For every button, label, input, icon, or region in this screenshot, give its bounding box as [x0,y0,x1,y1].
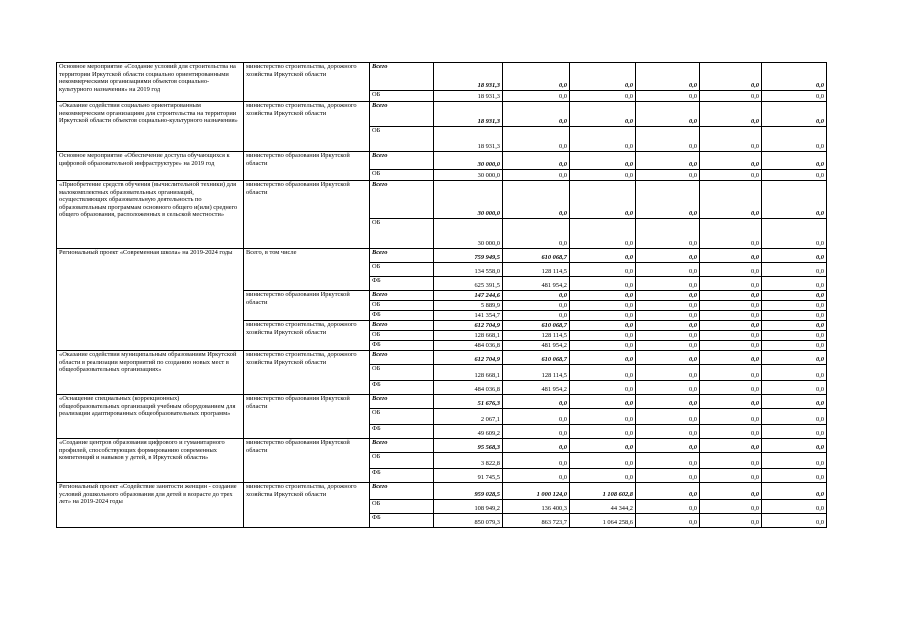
value-cell: 0,0 [762,102,827,127]
value-cell: 0,0 [636,331,700,341]
value-cell: 0,0 [762,351,827,365]
value-cell: 128 114,5 [503,365,570,381]
value-cell: 0,0 [503,409,570,425]
value-cell: 30 000,0 [434,181,503,219]
value-cell: 0,0 [636,409,700,425]
value-cell: 0,0 [636,469,700,483]
value-cell: 0,0 [570,219,636,249]
value-cell: 0,0 [570,409,636,425]
value-cell: 0,0 [762,321,827,331]
funding-source-cell: Всего [370,102,434,127]
value-cell: 0,0 [636,127,700,152]
value-cell: 0,0 [762,500,827,514]
value-cell: 2 067,1 [434,409,503,425]
funding-source-cell: Всего [370,181,434,219]
value-cell: 0,0 [700,395,762,409]
value-cell: 0,0 [570,395,636,409]
value-cell: 0,0 [762,395,827,409]
event-name-cell: «Оказание содействия муниципальным образованиям Иркутской области в реализации мероприятий по созданию новых мест в общеобразовательных организациях» [57,351,244,395]
value-cell: 0,0 [570,102,636,127]
value-cell: 0,0 [762,365,827,381]
value-cell: 0,0 [636,341,700,351]
value-cell: 0,0 [700,102,762,127]
table-row [57,395,827,409]
value-cell: 0,0 [762,127,827,152]
event-name-cell: Основное мероприятие «Обеспечение доступа обучающихся к цифровой образовательной инфраструктуре» на 2019 год [57,152,244,181]
value-cell: 128 668,1 [434,365,503,381]
value-cell: 0,0 [570,301,636,311]
value-cell: 0,0 [700,514,762,528]
value-cell: 0,0 [762,409,827,425]
value-cell: 0,0 [636,453,700,469]
executor-cell: министерство образования Иркутской области [244,152,370,181]
value-cell: 51 676,3 [434,395,503,409]
value-cell: 0,0 [570,181,636,219]
executor-cell: Всего, в том числе [244,249,370,291]
funding-source-cell: ОБ [370,409,434,425]
value-cell: 0,0 [636,181,700,219]
value-cell: 0,0 [762,249,827,263]
value-cell: 0,0 [700,365,762,381]
funding-source-cell: ОБ [370,91,434,102]
value-cell: 0,0 [636,102,700,127]
value-cell: 0,0 [762,291,827,301]
value-cell: 0,0 [700,127,762,152]
value-cell: 0,0 [762,263,827,277]
value-cell: 0,0 [762,381,827,395]
value-cell: 0,0 [700,301,762,311]
value-cell: 0,0 [503,311,570,321]
budget-table [56,62,827,528]
value-cell: 0,0 [762,483,827,500]
value-cell: 0,0 [570,351,636,365]
funding-source-cell: ФБ [370,469,434,483]
value-cell: 0,0 [762,91,827,102]
value-cell: 610 068,7 [503,351,570,365]
value-cell: 0,0 [700,63,762,91]
value-cell: 134 558,0 [434,263,503,277]
value-cell: 1 064 258,6 [570,514,636,528]
value-cell: 91 745,5 [434,469,503,483]
table-row [57,152,827,170]
value-cell: 484 036,8 [434,381,503,395]
value-cell: 0,0 [503,301,570,311]
value-cell: 0,0 [700,483,762,500]
funding-source-cell: ОБ [370,331,434,341]
value-cell: 147 244,6 [434,291,503,301]
value-cell: 0,0 [700,453,762,469]
table-body [57,63,827,528]
value-cell: 0,0 [503,181,570,219]
value-cell: 30 000,0 [434,152,503,170]
executor-cell: министерство образования Иркутской области [244,181,370,249]
funding-source-cell: ФБ [370,277,434,291]
value-cell: 0,0 [570,311,636,321]
value-cell: 0,0 [700,321,762,331]
value-cell: 49 609,2 [434,425,503,439]
value-cell: 0,0 [636,170,700,181]
value-cell: 5 889,9 [434,301,503,311]
value-cell: 0,0 [503,102,570,127]
value-cell: 0,0 [636,500,700,514]
value-cell: 0,0 [570,152,636,170]
value-cell: 0,0 [700,500,762,514]
value-cell: 0,0 [700,311,762,321]
value-cell: 0,0 [700,425,762,439]
funding-source-cell: Всего [370,63,434,91]
table-row [57,351,827,365]
value-cell: 0,0 [636,395,700,409]
value-cell: 0,0 [570,331,636,341]
funding-source-cell: ФБ [370,311,434,321]
value-cell: 0,0 [762,170,827,181]
value-cell: 610 068,7 [503,249,570,263]
value-cell: 0,0 [503,91,570,102]
value-cell: 128 114,5 [503,263,570,277]
value-cell: 0,0 [636,365,700,381]
executor-cell: министерство строительства, дорожного хозяйства Иркутской области [244,102,370,152]
value-cell: 0,0 [762,219,827,249]
value-cell: 0,0 [570,321,636,331]
value-cell: 0,0 [700,152,762,170]
executor-cell: министерство строительства, дорожного хозяйства Иркутской области [244,483,370,528]
value-cell: 0,0 [503,170,570,181]
executor-cell: министерство строительства, дорожного хозяйства Иркутской области [244,63,370,102]
executor-cell: министерство образования Иркутской области [244,291,370,321]
funding-source-cell: ФБ [370,514,434,528]
value-cell: 0,0 [700,331,762,341]
value-cell: 0,0 [503,425,570,439]
value-cell: 0,0 [570,249,636,263]
value-cell: 0,0 [636,381,700,395]
value-cell: 0,0 [762,277,827,291]
value-cell: 0,0 [570,425,636,439]
value-cell: 141 354,7 [434,311,503,321]
funding-source-cell: ФБ [370,425,434,439]
funding-source-cell: Всего [370,351,434,365]
executor-cell: министерство строительства, дорожного хозяйства Иркутской области [244,321,370,351]
value-cell: 136 400,3 [503,500,570,514]
funding-source-cell: ОБ [370,365,434,381]
value-cell: 0,0 [700,341,762,351]
value-cell: 0,0 [762,181,827,219]
value-cell: 0,0 [762,152,827,170]
value-cell: 481 954,2 [503,277,570,291]
value-cell: 0,0 [762,63,827,91]
value-cell: 0,0 [700,277,762,291]
value-cell: 18 931,3 [434,102,503,127]
value-cell: 0,0 [762,331,827,341]
funding-source-cell: ОБ [370,301,434,311]
table-row [57,63,827,91]
executor-cell: министерство строительства, дорожного хозяйства Иркутской области [244,351,370,395]
value-cell: 0,0 [503,469,570,483]
table-row [57,483,827,500]
value-cell: 128 668,1 [434,331,503,341]
value-cell: 108 949,2 [434,500,503,514]
value-cell: 0,0 [700,263,762,277]
table-row [57,102,827,127]
value-cell: 0,0 [570,381,636,395]
funding-source-cell: ОБ [370,453,434,469]
funding-source-cell: Всего [370,152,434,170]
value-cell: 44 344,2 [570,500,636,514]
value-cell: 0,0 [700,91,762,102]
funding-source-cell: ОБ [370,170,434,181]
value-cell: 1 108 602,8 [570,483,636,500]
value-cell: 1 000 124,0 [503,483,570,500]
funding-source-cell: Всего [370,395,434,409]
table-row [57,439,827,453]
value-cell: 0,0 [503,395,570,409]
value-cell: 18 931,3 [434,91,503,102]
value-cell: 0,0 [570,469,636,483]
value-cell: 0,0 [636,219,700,249]
value-cell: 30 000,0 [434,219,503,249]
table-row [57,181,827,219]
funding-source-cell: Всего [370,291,434,301]
executor-cell: министерство образования Иркутской области [244,395,370,439]
value-cell: 612 704,9 [434,321,503,331]
value-cell: 0,0 [700,249,762,263]
funding-source-cell: Всего [370,249,434,263]
table-row [57,249,827,263]
value-cell: 481 954,2 [503,341,570,351]
event-name-cell: «Создание центров образования цифрового и гуманитарного профилей, способствующих формированию современных компетенций и навыков у детей, в Иркутской области» [57,439,244,483]
value-cell: 0,0 [570,439,636,453]
funding-source-cell: ФБ [370,341,434,351]
value-cell: 0,0 [503,453,570,469]
value-cell: 18 931,3 [434,63,503,91]
value-cell: 481 954,2 [503,381,570,395]
value-cell: 95 568,3 [434,439,503,453]
value-cell: 0,0 [762,425,827,439]
value-cell: 0,0 [636,301,700,311]
value-cell: 0,0 [700,351,762,365]
value-cell: 0,0 [700,291,762,301]
value-cell: 0,0 [762,341,827,351]
value-cell: 0,0 [570,63,636,91]
value-cell: 0,0 [700,181,762,219]
value-cell: 0,0 [762,311,827,321]
value-cell: 0,0 [636,291,700,301]
value-cell: 0,0 [636,425,700,439]
value-cell: 0,0 [570,365,636,381]
executor-cell: министерство образования Иркутской области [244,439,370,483]
value-cell: 0,0 [570,277,636,291]
value-cell: 0,0 [762,453,827,469]
value-cell: 0,0 [636,91,700,102]
funding-source-cell: ОБ [370,263,434,277]
value-cell: 18 931,3 [434,127,503,152]
value-cell: 0,0 [570,91,636,102]
funding-source-cell: Всего [370,439,434,453]
value-cell: 0,0 [503,152,570,170]
value-cell: 0,0 [636,249,700,263]
value-cell: 484 036,8 [434,341,503,351]
value-cell: 863 723,7 [503,514,570,528]
value-cell: 0,0 [570,291,636,301]
value-cell: 0,0 [762,439,827,453]
value-cell: 0,0 [570,263,636,277]
value-cell: 959 028,5 [434,483,503,500]
value-cell: 0,0 [636,152,700,170]
value-cell: 0,0 [700,439,762,453]
value-cell: 3 822,8 [434,453,503,469]
event-name-cell: Региональный проект «Современная школа» на 2019-2024 годы [57,249,244,351]
value-cell: 0,0 [762,469,827,483]
value-cell: 0,0 [570,170,636,181]
value-cell: 0,0 [636,63,700,91]
funding-source-cell: ОБ [370,219,434,249]
value-cell: 610 068,7 [503,321,570,331]
value-cell: 625 391,5 [434,277,503,291]
value-cell: 759 949,5 [434,249,503,263]
value-cell: 0,0 [636,321,700,331]
value-cell: 0,0 [700,170,762,181]
value-cell: 0,0 [636,311,700,321]
value-cell: 0,0 [762,301,827,311]
value-cell: 0,0 [570,341,636,351]
value-cell: 30 000,0 [434,170,503,181]
event-name-cell: «Оснащение специальных (коррекционных) общеобразовательных организаций учебным оборудованием для реализации адаптированных общеобразовательных программ» [57,395,244,439]
funding-source-cell: Всего [370,483,434,500]
value-cell: 0,0 [636,277,700,291]
value-cell: 612 704,9 [434,351,503,365]
value-cell: 0,0 [762,514,827,528]
value-cell: 128 114,5 [503,331,570,341]
value-cell: 0,0 [570,127,636,152]
funding-source-cell: Всего [370,321,434,331]
value-cell: 0,0 [700,219,762,249]
value-cell: 0,0 [503,127,570,152]
value-cell: 0,0 [636,351,700,365]
value-cell: 0,0 [636,483,700,500]
value-cell: 0,0 [636,263,700,277]
value-cell: 0,0 [503,219,570,249]
event-name-cell: «Приобретение средств обучения (вычислительной техники) для малокомплектных образовательных организаций, осуществляющих образовательную деятельность по образовательным программам основного общего и(или) среднего общего образования, расположенных в сельской местности» [57,181,244,249]
value-cell: 0,0 [700,469,762,483]
value-cell: 0,0 [503,291,570,301]
value-cell: 0,0 [636,514,700,528]
event-name-cell: Основное мероприятие «Создание условий для строительства на территории Иркутской области социально ориентированными некоммерческими организациями объектов социально-культурного назначения» на 2019 год [57,63,244,102]
funding-source-cell: ОБ [370,127,434,152]
value-cell: 0,0 [700,381,762,395]
value-cell: 0,0 [636,439,700,453]
funding-source-cell: ОБ [370,500,434,514]
value-cell: 0,0 [503,439,570,453]
event-name-cell: «Оказание содействия социально ориентированным некоммерческим организациям для строительства на территории Иркутской области объектов социально-культурного назначения» [57,102,244,152]
value-cell: 0,0 [503,63,570,91]
event-name-cell: Региональный проект «Содействие занятости женщин - создание условий дошкольного образования для детей в возрасте до трех лет» на 2019-2024 годы [57,483,244,528]
value-cell: 0,0 [700,409,762,425]
value-cell: 0,0 [570,453,636,469]
funding-source-cell: ФБ [370,381,434,395]
value-cell: 850 079,3 [434,514,503,528]
